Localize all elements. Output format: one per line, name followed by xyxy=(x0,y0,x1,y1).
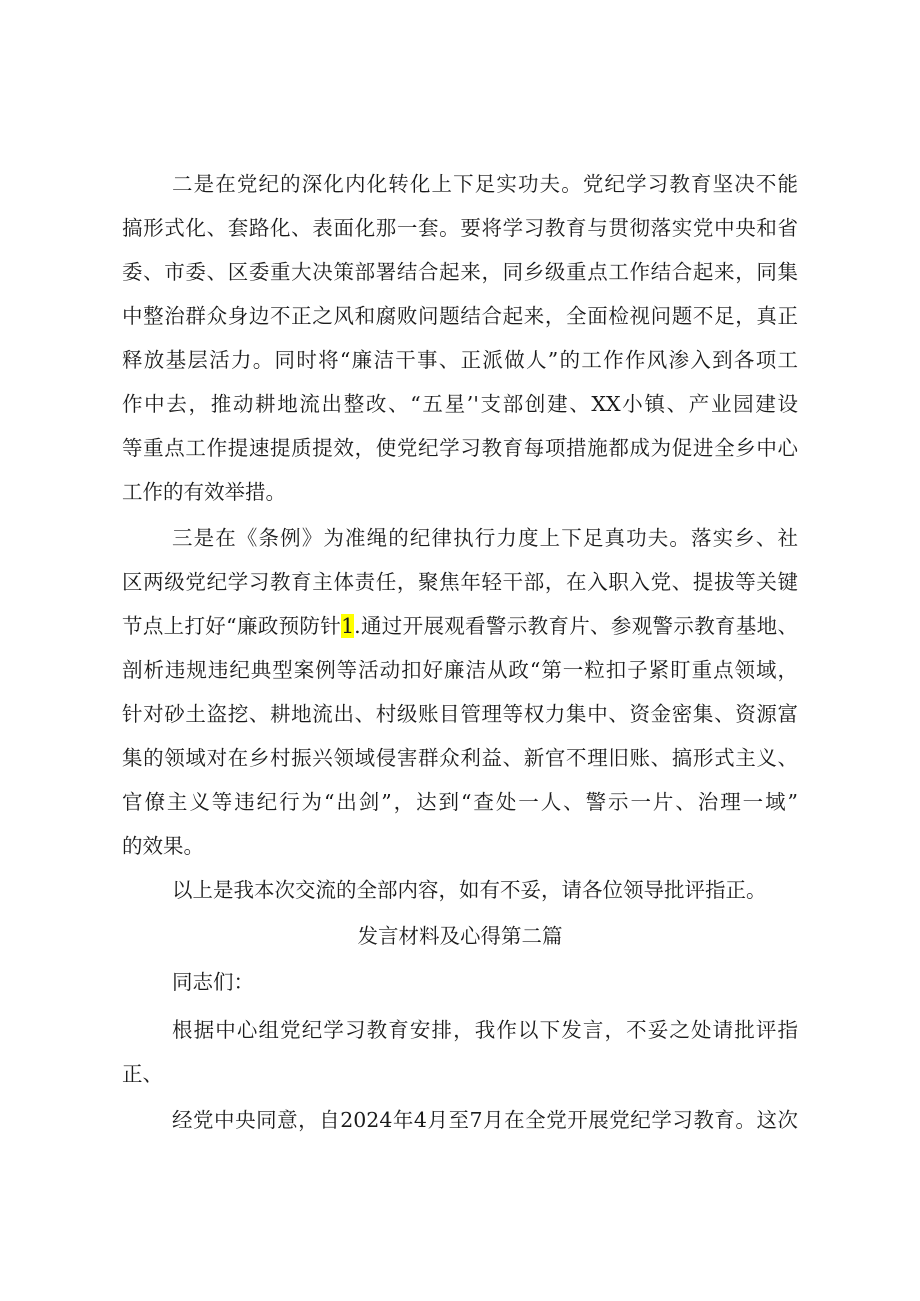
intro-line-1: 根据中心组党纪学习教育安排，我作以下发言，不妥之处请批评指 xyxy=(172,1018,798,1042)
para-2-line-8: 工作的有效举措。 xyxy=(122,480,286,504)
highlighted-marker: 1 xyxy=(341,614,355,638)
para-2-line-3: 委、市委、区委重大决策部署结合起来，同乡级重点工作结合起来，同集 xyxy=(122,260,798,284)
para-2-line-6: 作中去，推动耕地流出整改、“五星’'支部创建、XX小镇、产业园建设 xyxy=(122,392,798,416)
para-3-line-4: 剖析违规违纪典型案例等活动扣好廉洁从政“第一粒扣子紧盯重点领域， xyxy=(122,658,798,682)
para-3-line-7: 官僚主义等违纪行为“出剑”，达到“查处一人、警示一片、治理一域” xyxy=(122,790,798,814)
para-3-line-6: 集的领域对在乡村振兴领域侵害群众利益、新官不理旧账、搞形式主义、 xyxy=(122,746,798,770)
para-3-line-3-before: 节点上打好“廉政预防针 xyxy=(122,614,342,638)
para-2-line-2: 搞形式化、套路化、表面化那一套。要将学习教育与贯彻落实党中央和省 xyxy=(122,216,798,240)
para-3-line-3-after: .通过开展观看警示教育片、参观警示教育基地、 xyxy=(354,614,798,638)
greeting: 同志们： xyxy=(172,970,254,994)
para-2-line-4: 中整治群众身边不正之风和腐败问题结合起来，全面检视问题不足，真正 xyxy=(122,304,798,328)
para-2-line-7: 等重点工作提速提质提效，使党纪学习教育每项措施都成为促进全乡中心 xyxy=(122,436,798,460)
para-2-line-1: 二是在党纪的深化内化转化上下足实功夫。党纪学习教育坚决不能 xyxy=(172,172,798,196)
last-para-line-1: 经党中央同意，自2024年4月至7月在全党开展党纪学习教育。这次 xyxy=(172,1108,798,1132)
para-3-line-3 xyxy=(122,606,798,646)
para-3-line-2: 区两级党纪学习教育主体责任，聚焦年轻干部，在入职入党、提拔等关键 xyxy=(122,570,798,594)
para-3-line-8: 的效果。 xyxy=(122,834,204,858)
para-3-line-1: 三是在《条例》为准绳的纪律执行力度上下足真功夫。落实乡、社 xyxy=(172,526,798,550)
intro-line-2: 正、 xyxy=(122,1062,163,1086)
para-2-line-5: 释放基层活力。同时将“廉洁干事、正派做人”的工作作风渗入到各项工 xyxy=(122,348,798,372)
closing-line: 以上是我本次交流的全部内容，如有不妥，请各位领导批评指正。 xyxy=(172,878,767,902)
para-3-line-5: 针对砂土盗挖、耕地流出、村级账目管理等权力集中、资金密集、资源富 xyxy=(122,702,798,726)
section-title: 发言材料及心得第二篇 xyxy=(357,924,563,948)
